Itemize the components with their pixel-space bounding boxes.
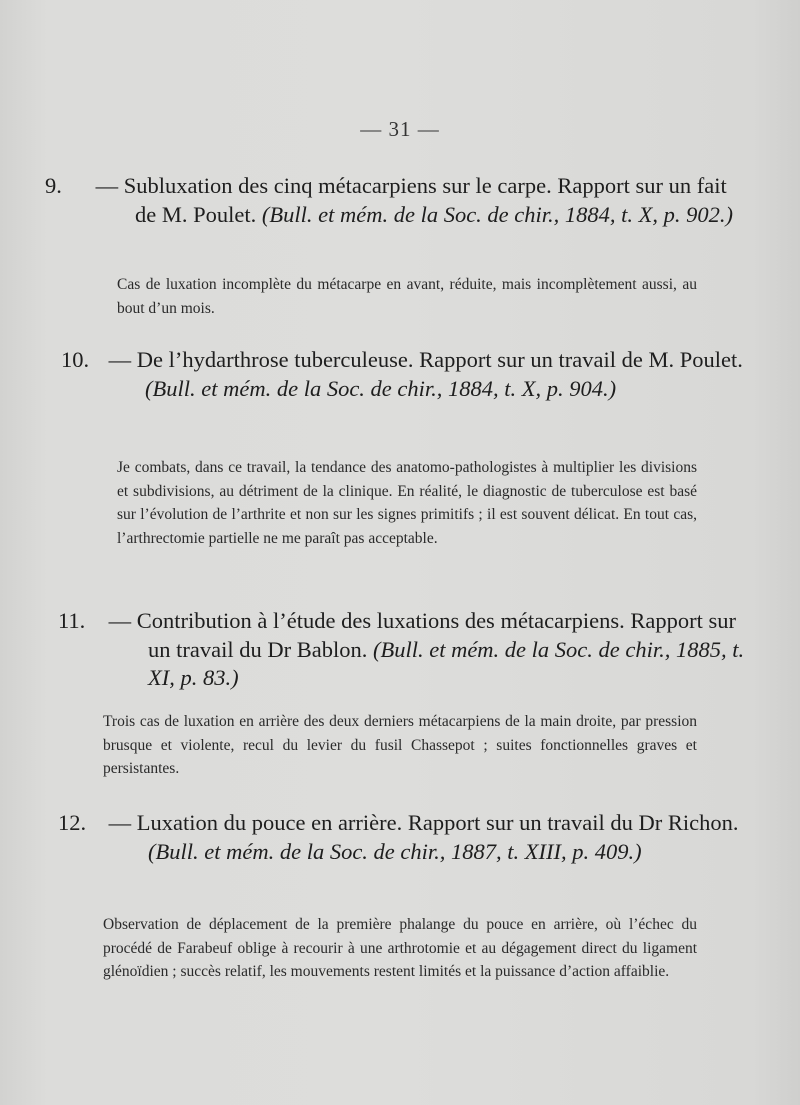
entry-11-summary: Trois cas de luxation en arrière des deux derniers métacarpiens de la main droite, par pression brusque et violente, recul du levier du fusil Chassepot ; suites fonctionnelles graves et persistantes.	[103, 713, 697, 777]
entry-9-summary: Cas de luxation incomplète du métacarpe en avant, réduite, mais incomplètement aussi, au bout d’un mois.	[117, 276, 697, 317]
entry-11-heading: 11. — Contribution à l’étude des luxations des métacarpiens. Rapport sur un travail du Dr Bablon. (Bull. et mém. de la Soc. de chir., 1885, t. XI, p. 83.)	[58, 608, 745, 690]
entry-12-title: Luxation du pouce en arrière. Rapport sur un travail du Dr Richon.	[136, 810, 739, 835]
entry-10-heading: 10. — De l’hydarthrose tuberculeuse. Rapport sur un travail de M. Poulet. (Bull. et mém. de la Soc. de chir., 1884, t. X, p. 904.)	[61, 347, 743, 401]
entry-12-dash: —	[108, 810, 132, 835]
entry-11-title: Contribution à l’étude des luxations des métacarpiens. Rapport sur un travail du Dr Bablon.	[136, 608, 736, 662]
page-number: — 31 —	[360, 117, 440, 141]
entry-9-heading: 9. — Subluxation des cinq métacarpiens sur le carpe. Rapport sur un fait de M. Poulet. (Bull. et mém. de la Soc. de chir., 1884, t. X, p. 902.)	[45, 173, 734, 227]
entry-10-reference: (Bull. et mém. de la Soc. de chir., 1884, t. X, p. 904.)	[145, 375, 617, 401]
entry-9-dash: —	[95, 173, 119, 198]
entry-10-title: De l’hydarthrose tuberculeuse. Rapport sur un travail de M. Poulet.	[136, 347, 743, 372]
entry-12-summary: Observation de déplacement de la première phalange du pouce en arrière, où l’échec du procédé de Farabeuf oblige à recourir à une arthrotomie et au dégagement direct du ligament glénoïdien ; succès relatif, les mouvements restent limités et la puissance d’action affaiblie.	[103, 916, 697, 980]
entry-12-reference: (Bull. et mém. de la Soc. de chir., 1887, t. XIII, p. 409.)	[148, 838, 642, 864]
entry-11-reference: (Bull. et mém. de la Soc. de chir., 1885, t. XI, p. 83.)	[148, 636, 745, 690]
entry-11-dash: —	[108, 608, 132, 633]
entry-9-reference: (Bull. et mém. de la Soc. de chir., 1884, t. X, p. 902.)	[261, 201, 734, 227]
entry-12-heading: 12. — Luxation du pouce en arrière. Rapport sur un travail du Dr Richon. (Bull. et mém. de la Soc. de chir., 1887, t. XIII, p. 409.)	[58, 810, 739, 864]
entry-10-summary: Je combats, dans ce travail, la tendance des anatomo-pathologistes à multiplier les divisions et subdivisions, au détriment de la clinique. En réalité, le diagnostic de tuberculose est basé sur l’évolution de l’arthrite et non sur les signes primitifs ; il est souvent délicat. En tout cas, l’arthrectomie partielle ne me paraît pas acceptable.	[117, 459, 697, 547]
entry-10-dash: —	[108, 347, 132, 372]
entry-9-title: Subluxation des cinq métacarpiens sur le carpe. Rapport sur un fait de M. Poulet.	[123, 173, 727, 227]
